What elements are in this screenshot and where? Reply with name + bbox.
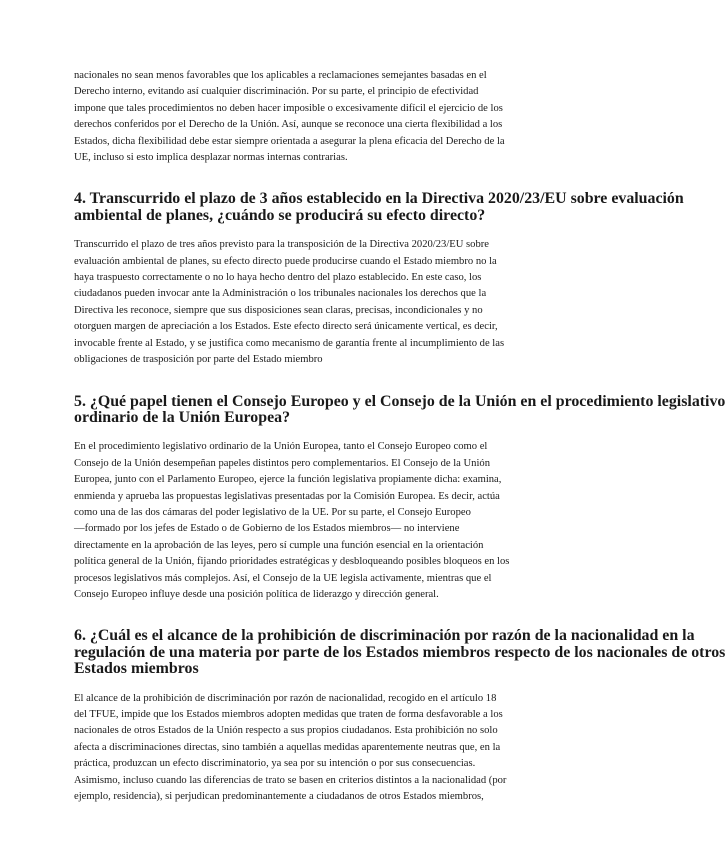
text-line: práctica, produzcan un efecto discriminatorio, ya sea por su intención o por sus consecuencias. — [74, 758, 476, 770]
question-6-heading — [74, 627, 725, 678]
text-line: obligaciones de trasposición por parte del Estado miembro — [74, 354, 323, 366]
text-line: En el procedimiento legislativo ordinario de la Unión Europea, tanto el Consejo Europeo como el — [74, 441, 488, 453]
text-line: Derecho interno, evitando así cualquier discriminación. Por su parte, el principio de efectividad — [74, 86, 479, 98]
text-line: nacionales no sean menos favorables que los aplicables a reclamaciones semejantes basadas en el — [74, 70, 487, 81]
text-line: como una de las dos cámaras del poder legislativo de la UE. Por su parte, el Consejo Europeo — [74, 506, 471, 518]
text-line: impone que tales procedimientos no deben hacer imposible o excesivamente difícil el ejercicio de los — [74, 102, 503, 114]
text-line: del TFUE, impide que los Estados miembros adopten medidas que traten de forma desfavorable a los — [74, 709, 503, 720]
text-line: política general de la Unión, fijando prioridades estratégicas y desbloqueando posibles bloqueos en los — [74, 556, 510, 568]
question-5-heading — [74, 392, 725, 427]
heading-line: 6. ¿Cuál es el alcance de la prohibición de discriminación por razón de la nacionalidad en la — [74, 627, 695, 645]
text-line: evaluación ambiental de planes, su efecto directo puede producirse cuando el Estado miembro no la — [74, 255, 497, 267]
text-line: nacionales de otros Estados de la Unión respecto a sus propios ciudadanos. Esta prohibición no solo — [74, 725, 498, 737]
text-line: El alcance de la prohibición de discriminación por razón de nacionalidad, recogido en el artículo 18 — [74, 692, 497, 704]
text-line: afecta a discriminaciones directas, sino también a aquellas medidas aparentemente neutras que, en la — [74, 741, 501, 753]
text-line: Europea, junto con el Parlamento Europeo, ejerce la función legislativa propiamente dicha: examina, — [74, 474, 502, 486]
text-line: Estados, dicha flexibilidad debe estar siempre orientada a asegurar la plena eficacia del Derecho de la — [74, 135, 505, 147]
question-5-answer — [74, 439, 530, 603]
question-4-heading — [74, 190, 684, 224]
intro-paragraph — [74, 68, 530, 166]
text-line: Consejo de la Unión desempeñan papeles distintos pero complementarios. El Consejo de la Unión — [74, 457, 491, 469]
text-line: invocable frente al Estado, y se justifica como mecanismo de garantía frente al incumplimiento de las — [74, 337, 505, 349]
text-line: ejemplo, residencia), si perjudican predominantemente a ciudadanos de otros Estados miembros, — [74, 791, 484, 803]
text-line: Directiva les reconoce, siempre que sus disposiciones sean claras, precisas, incondicionales y no — [74, 304, 483, 316]
heading-line: 4. Transcurrido el plazo de 3 años establecido en la Directiva 2020/23/EU sobre evaluación — [74, 190, 684, 208]
text-line: haya traspuesto correctamente o no lo haya hecho dentro del plazo establecido. En este caso, los — [74, 272, 482, 284]
text-line: Consejo Europeo influye desde una posición política de liderazgo y dirección general. — [74, 588, 439, 600]
text-line: UE, incluso si esto implica desplazar normas internas contrarias. — [74, 152, 348, 164]
text-line: procesos legislativos más complejos. Así, el Consejo de la UE legisla activamente, mientras que el — [74, 572, 492, 584]
question-6-answer — [74, 691, 530, 806]
text-line: ciudadanos pueden invocar ante la Administración o los tribunales nacionales los derechos que la — [74, 288, 487, 300]
text-line: otorguen margen de apreciación a los Estados. Este efecto directo será únicamente vertical, es decir, — [74, 321, 498, 333]
text-line: derechos conferidos por el Derecho de la Unión. Así, aunque se reconoce una cierta flexibilidad a los — [74, 119, 503, 131]
heading-line: regulación de una materia por parte de los Estados miembros respecto de los nacionales de otros — [74, 643, 725, 661]
heading-line: 5. ¿Qué papel tienen el Consejo Europeo y el Consejo de la Unión en el procedimiento legislativo — [74, 392, 725, 410]
text-line: Transcurrido el plazo de tres años previsto para la transposición de la Directiva 2020/23/EU sobre — [74, 239, 490, 251]
heading-line: ambiental de planes, ¿cuándo se producirá su efecto directo? — [74, 206, 486, 224]
text-line: enmienda y aprueba las propuestas legislativas presentadas por la Comisión Europea. Es decir, actúa — [74, 490, 500, 502]
text-line: —formado por los jefes de Estado o de Gobierno de los Estados miembros— no interviene — [74, 523, 460, 535]
text-line: Asimismo, incluso cuando las diferencias de trato se basen en criterios distintos a la nacionalidad (por — [74, 774, 507, 786]
text-line: directamente en la aprobación de las leyes, pero sí cumple una función esencial en la orientación — [74, 539, 484, 551]
heading-line: ordinario de la Unión Europea? — [74, 408, 291, 426]
document-page — [74, 68, 725, 805]
heading-line: Estados miembros — [74, 660, 199, 678]
question-4-answer — [74, 237, 530, 368]
